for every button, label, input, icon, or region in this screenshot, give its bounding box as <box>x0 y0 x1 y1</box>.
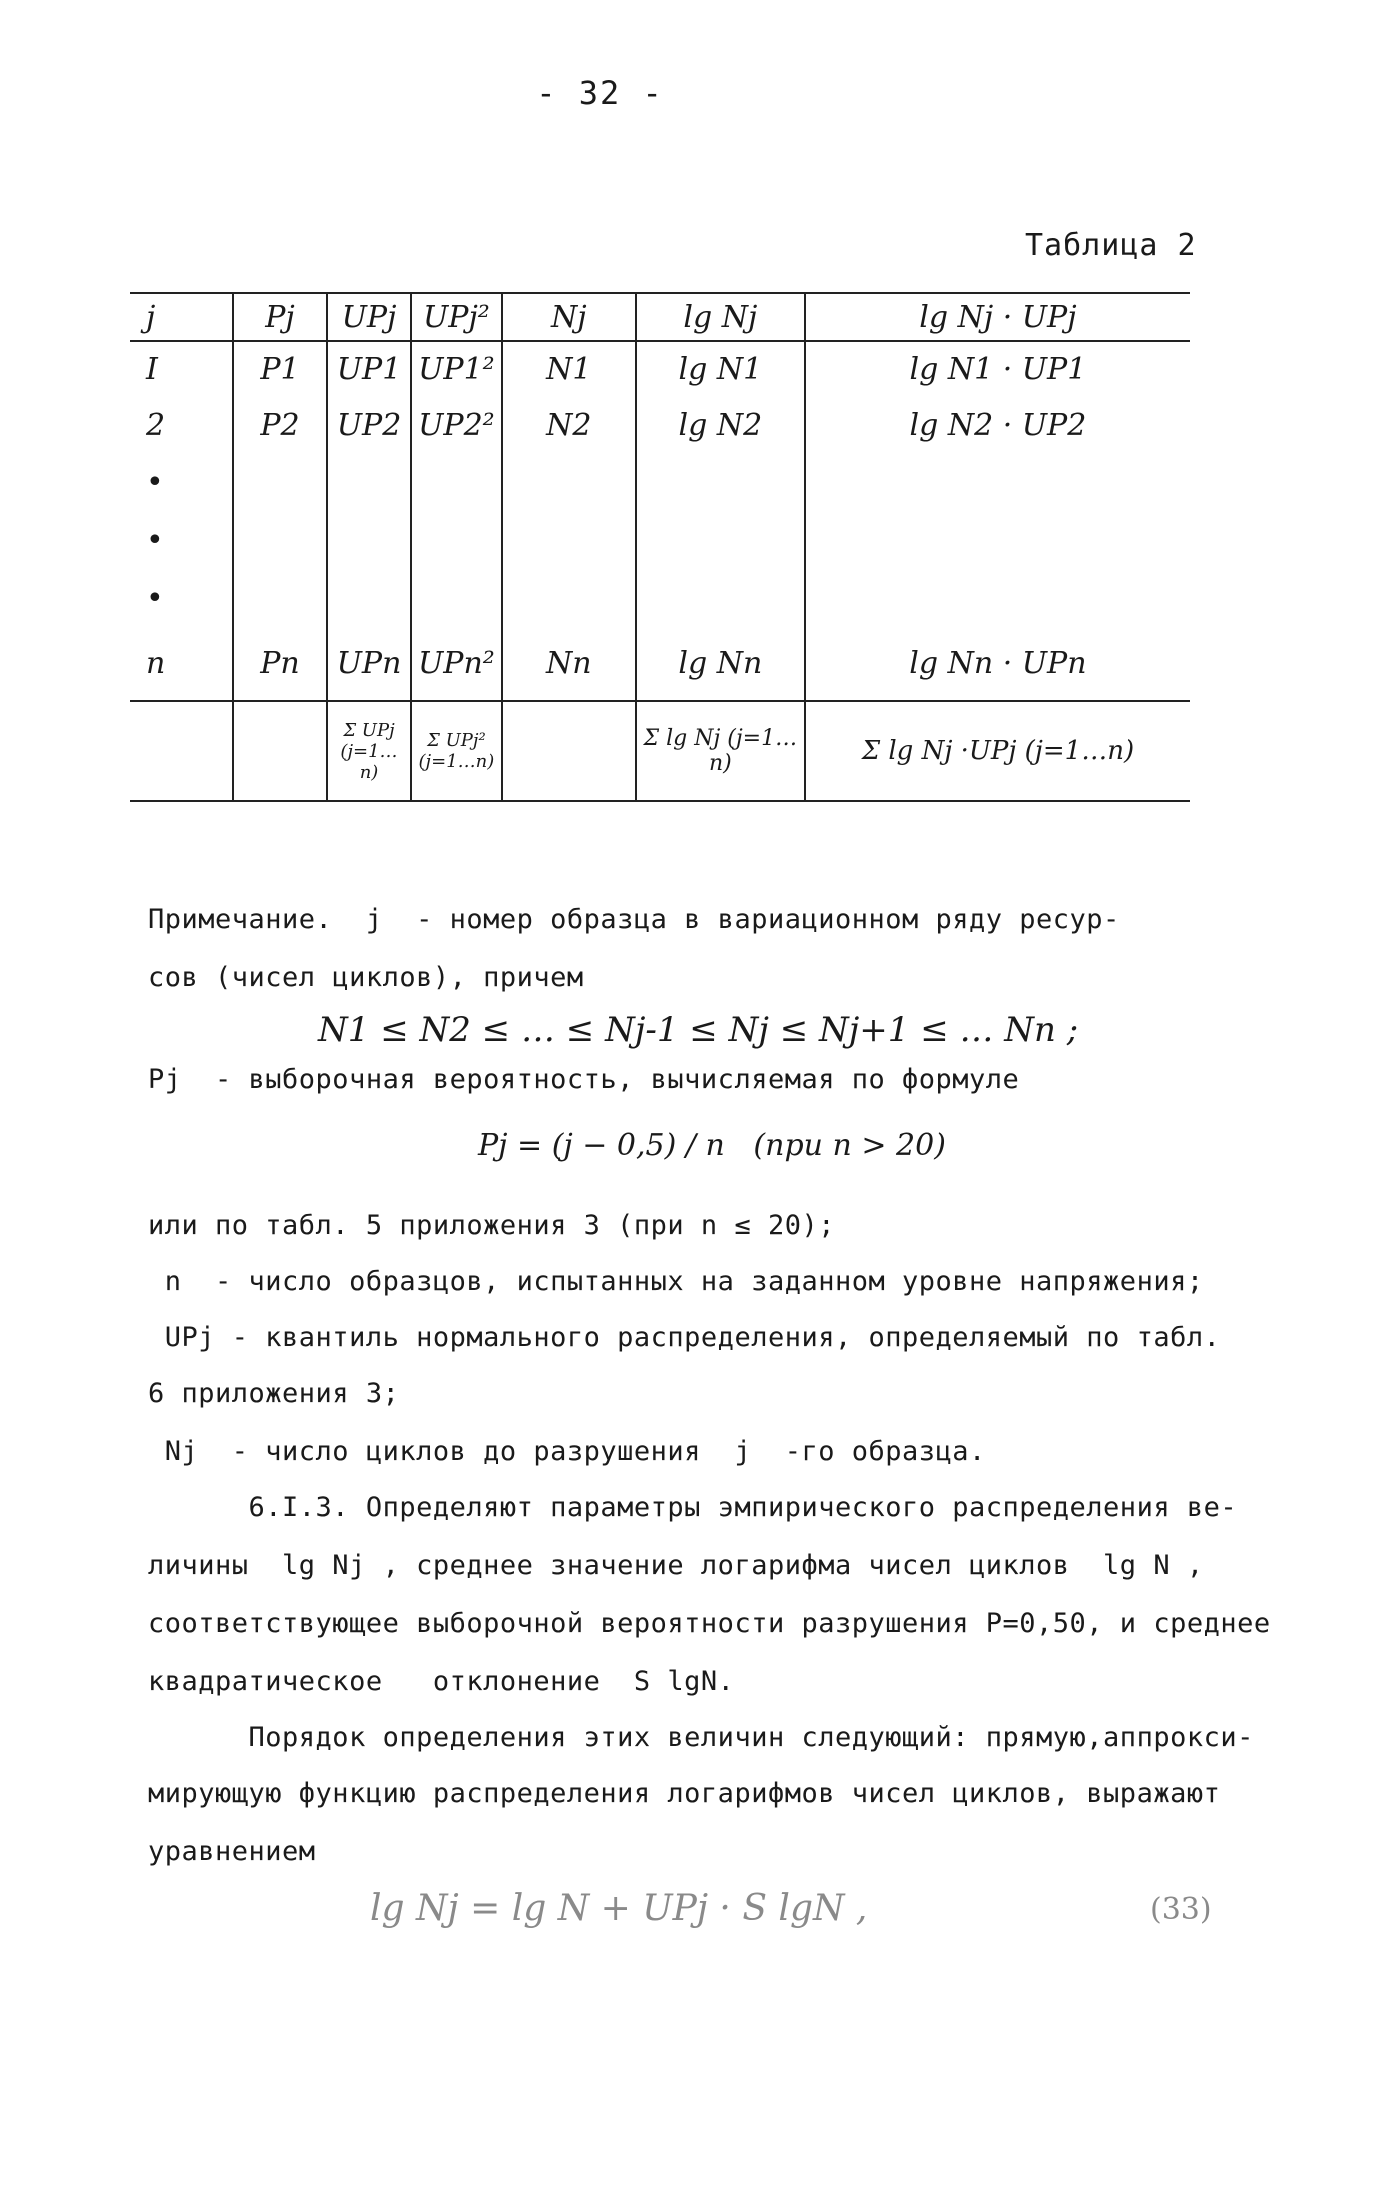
col-header-pj: Pj <box>233 293 327 341</box>
table-cell <box>411 511 502 569</box>
table-cell <box>411 569 502 627</box>
table-row <box>130 569 1190 627</box>
section-line-4: квадратическое отклонение S lgN. <box>148 1666 735 1697</box>
table-cell: lg N2 <box>636 397 805 453</box>
table-cell: • <box>146 580 164 616</box>
table-row <box>130 627 1190 701</box>
note-line-2: сов (чисел циклов), причем <box>148 962 584 993</box>
table-cell: Pn <box>233 627 327 701</box>
section-line-3: соответствующее выборочной вероятности разрушения P=0,50, и среднее <box>148 1608 1271 1639</box>
table-cell <box>233 569 327 627</box>
probability-formula: Pj = (j − 0,5) / n (при n > 20) <box>478 1128 946 1163</box>
table-cell <box>130 701 233 801</box>
table-row <box>130 453 1190 511</box>
table-cell: Nn <box>502 627 636 701</box>
note-line-7: 6 приложения 3; <box>148 1378 400 1409</box>
table-cell: I <box>146 352 158 387</box>
page-number: - 32 - <box>536 74 664 112</box>
note-line-4: или по табл. 5 приложения 3 (при n ≤ 20); <box>148 1210 835 1241</box>
table-cell <box>327 453 411 511</box>
table-cell <box>233 453 327 511</box>
table-cell: UPn² <box>411 627 502 701</box>
table-cell: P1 <box>233 341 327 397</box>
section-line-7: уравнением <box>148 1836 316 1867</box>
table-cell: Σ lg Nj ·UPj (j=1…n) <box>805 701 1190 801</box>
col-header-upj2: UPj² <box>411 293 502 341</box>
table-cell: P2 <box>233 397 327 453</box>
table-cell: • <box>146 522 164 558</box>
table-row <box>130 341 1190 397</box>
table-cell: lg N1 · UP1 <box>805 341 1190 397</box>
table-cell <box>502 569 636 627</box>
section-line-2: личины lg Nj , среднее значение логарифма чисел циклов lg N , <box>148 1550 1204 1581</box>
note-line-1: Примечание. j - номер образца в вариационном ряду ресур- <box>148 904 1120 935</box>
table-row <box>130 397 1190 453</box>
note-line-8: Nj - число циклов до разрушения j -го образца. <box>148 1436 986 1467</box>
table-cell <box>636 511 805 569</box>
table-cell <box>805 511 1190 569</box>
equation-number: (33) <box>1150 1892 1212 1927</box>
note-line-5: n - число образцов, испытанных на заданном уровне напряжения; <box>148 1266 1204 1297</box>
table-cell <box>502 701 636 801</box>
results-table <box>130 292 1190 802</box>
table-cell: lg Nn · UPn <box>805 627 1190 701</box>
table-cell: UP2 <box>327 397 411 453</box>
col-header-lgnj: lg Nj <box>636 293 805 341</box>
table-cell: N1 <box>502 341 636 397</box>
table-cell: Σ UPj (j=1…n) <box>327 701 411 801</box>
col-header-j: j <box>130 293 233 341</box>
table-cell <box>411 453 502 511</box>
table-cell <box>636 569 805 627</box>
table-cell: lg N2 · UP2 <box>805 397 1190 453</box>
table-cell: UP1² <box>411 341 502 397</box>
table-cell: n <box>146 646 166 681</box>
col-header-upj: UPj <box>327 293 411 341</box>
table-row <box>130 511 1190 569</box>
section-line-1: 6.I.3. Определяют параметры эмпирического распределения ве- <box>148 1492 1238 1523</box>
table-cell <box>233 511 327 569</box>
table-header-row <box>130 293 1190 341</box>
section-line-6: мирующую функцию распределения логарифмов чисел циклов, выражают <box>148 1778 1221 1809</box>
table-cell <box>327 511 411 569</box>
table-sum-row <box>130 701 1190 801</box>
section-line-5: Порядок определения этих величин следующий: прямую,аппрокси- <box>148 1722 1254 1753</box>
note-line-3: Pj - выборочная вероятность, вычисляемая по формуле <box>148 1064 1020 1095</box>
table-cell <box>805 569 1190 627</box>
table-cell: lg N1 <box>636 341 805 397</box>
table-cell <box>233 701 327 801</box>
table-cell: Σ UPj² (j=1…n) <box>411 701 502 801</box>
table-cell: Σ lg Nj (j=1…n) <box>636 701 805 801</box>
table-cell: UP2² <box>411 397 502 453</box>
equation-33: lg Nj = lg N + UPj · S lgN , <box>370 1888 868 1929</box>
table-cell <box>636 453 805 511</box>
col-header-nj: Nj <box>502 293 636 341</box>
table-cell: lg Nn <box>636 627 805 701</box>
table-cell <box>327 569 411 627</box>
table-cell: UP1 <box>327 341 411 397</box>
table-caption: Таблица 2 <box>1025 228 1197 263</box>
table-cell <box>502 453 636 511</box>
table-cell: • <box>146 464 164 500</box>
table-cell <box>502 511 636 569</box>
note-line-6: UPj - квантиль нормального распределения, определяемый по табл. <box>148 1322 1221 1353</box>
table-cell: N2 <box>502 397 636 453</box>
table-cell: 2 <box>146 407 166 443</box>
table-cell <box>805 453 1190 511</box>
col-header-lgnj-upj: lg Nj · UPj <box>805 293 1190 341</box>
table-cell: UPn <box>327 627 411 701</box>
inequality-formula: N1 ≤ N2 ≤ … ≤ Nj-1 ≤ Nj ≤ Nj+1 ≤ … Nn ; <box>318 1010 1079 1050</box>
